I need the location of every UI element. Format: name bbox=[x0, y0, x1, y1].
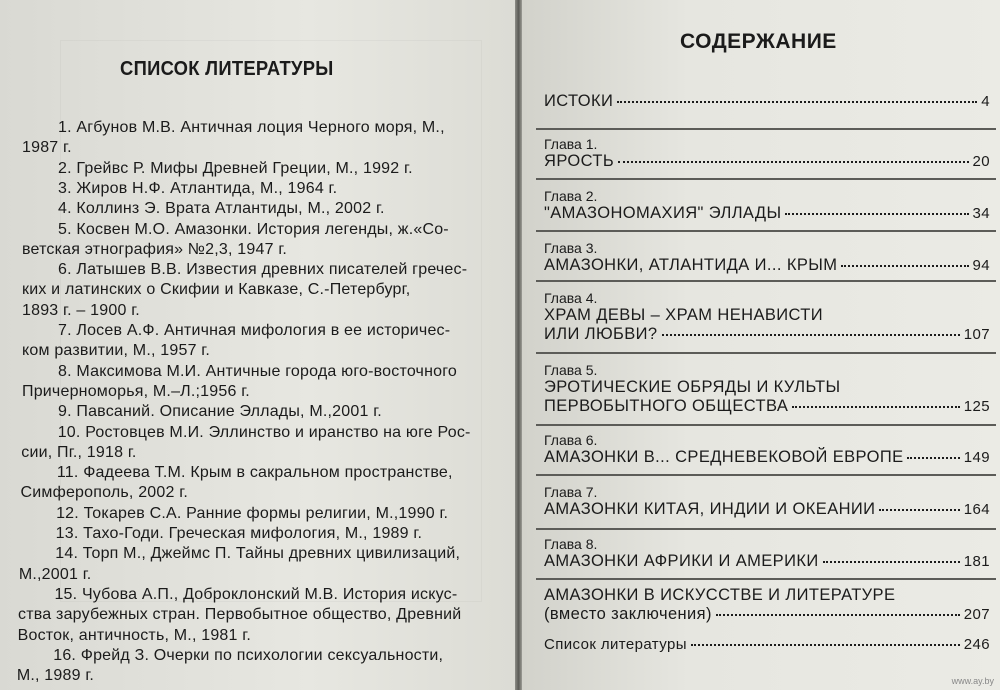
bibliography-item: 11. Фадеева Т.М. Крым в сакральном пространстве, bbox=[56, 464, 453, 482]
bibliography-item-continuation: М., 1989 г. bbox=[16, 667, 95, 685]
toc-entry-title: ЭРОТИЧЕСКИЕ ОБРЯДЫ И КУЛЬТЫ bbox=[544, 378, 841, 396]
toc-chapter-number: Глава 1. bbox=[544, 136, 598, 152]
toc-divider bbox=[536, 578, 996, 580]
bibliography-item-continuation: ких и латинских о Скифии и Кавказе, С.-Петербург, bbox=[22, 281, 411, 299]
book-spine bbox=[515, 0, 522, 690]
bibliography-item-continuation: ветская этнография» №2,3, 1947 г. bbox=[22, 240, 288, 258]
toc-entry bbox=[544, 484, 990, 519]
toc-entry bbox=[544, 92, 990, 111]
bibliography-item: 2. Грейвс Р. Мифы Древней Греции, М., 1992 г. bbox=[58, 159, 413, 177]
bibliography-item: 1. Агбунов М.В. Античная лоция Черного моря, М., bbox=[58, 119, 445, 136]
bibliography-item-continuation: Причерноморья, М.–Л.;1956 г. bbox=[22, 382, 250, 400]
toc-entry bbox=[544, 432, 990, 467]
bibliography-item: 6. Латышев В.В. Известия древних писателей гречес- bbox=[58, 261, 468, 279]
toc-page-number: 107 bbox=[963, 326, 990, 343]
toc-chapter-number: Глава 5. bbox=[544, 362, 598, 378]
toc-divider bbox=[536, 424, 996, 426]
bibliography-item-continuation: Симферополь, 2002 г. bbox=[20, 484, 188, 502]
toc-leader-dots bbox=[716, 614, 960, 616]
bibliography-item: 5. Косвен М.О. Амазонки. История легенды, ж.«Со- bbox=[58, 220, 449, 238]
toc-leader-dots bbox=[792, 406, 959, 408]
toc-leader-dots bbox=[823, 561, 960, 563]
toc-entry-title: АМАЗОНКИ В... СРЕДНЕВЕКОВОЙ ЕВРОПЕ bbox=[544, 448, 904, 466]
bibliography-item-continuation: ства зарубежных стран. Первобытное общество, Древний bbox=[18, 606, 462, 624]
bibliography-item-continuation: сии, Пг., 1918 г. bbox=[21, 443, 137, 461]
toc-chapter-number: Глава 4. bbox=[544, 290, 598, 306]
toc-page-number: 125 bbox=[963, 398, 990, 415]
toc-leader-dots bbox=[691, 644, 960, 646]
toc-page-number: 20 bbox=[972, 153, 990, 170]
toc-leader-dots bbox=[785, 213, 968, 215]
toc-entry-title: ЯРОСТЬ bbox=[544, 152, 615, 170]
toc-page-number: 149 bbox=[963, 449, 990, 466]
toc-page-number: 207 bbox=[963, 606, 990, 623]
bibliography-item: 13. Тахо-Годи. Греческая мифология, М., 1989 г. bbox=[55, 525, 423, 542]
bibliography-item-continuation: Восток, античность, М., 1981 г. bbox=[17, 626, 252, 644]
bibliography-item: 14. Торп М., Джеймс П. Тайны древних цивилизаций, bbox=[55, 545, 461, 563]
toc-page-number: 4 bbox=[981, 93, 990, 110]
toc-entry bbox=[544, 636, 990, 653]
bibliography-item: 7. Лосев А.Ф. Античная мифология в ее историчес- bbox=[58, 322, 451, 339]
bibliography-item: 3. Жиров Н.Ф. Атлантида, М., 1964 г. bbox=[58, 179, 338, 197]
bibliography-item: 9. Павсаний. Описание Эллады, М.,2001 г. bbox=[58, 403, 382, 421]
toc-entry-title: АМАЗОНКИ В ИСКУССТВЕ И ЛИТЕРАТУРЕ bbox=[544, 586, 896, 604]
toc-leader-dots bbox=[617, 101, 977, 103]
toc-divider bbox=[536, 474, 996, 476]
toc-divider bbox=[536, 230, 996, 232]
toc-entry-title: ХРАМ ДЕВЫ – ХРАМ НЕНАВИСТИ bbox=[544, 306, 824, 324]
bibliography-item: 10. Ростовцев М.И. Эллинство и иранство на юге Рос- bbox=[57, 423, 471, 441]
toc-page-number: 164 bbox=[963, 501, 990, 518]
bibliography-item-continuation: 1987 г. bbox=[22, 139, 72, 157]
toc-page-number: 94 bbox=[972, 257, 990, 274]
right-page bbox=[522, 0, 1000, 690]
bibliography-item: 15. Чубова А.П., Доброклонский М.В. История искус- bbox=[54, 585, 458, 603]
bibliography-item: 8. Максимова М.И. Античные города юго-восточного bbox=[58, 362, 458, 380]
toc-entry-title: АМАЗОНКИ, АТЛАНТИДА И... КРЫМ bbox=[544, 256, 838, 274]
bibliography-item-continuation: М.,2001 г. bbox=[18, 565, 92, 583]
toc-entry-title: АМАЗОНКИ АФРИКИ И АМЕРИКИ bbox=[544, 552, 819, 570]
toc-entry-title: ИЛИ ЛЮБВИ? bbox=[544, 325, 658, 343]
bibliography-title: СПИСОК ЛИТЕРАТУРЫ bbox=[120, 58, 334, 80]
toc-page-number: 34 bbox=[972, 205, 990, 222]
toc-entry bbox=[544, 290, 990, 344]
bibliography-item-continuation: ком развитии, М., 1957 г. bbox=[22, 342, 211, 360]
bibliography-item: 4. Коллинз Э. Врата Атлантиды, М., 2002 г. bbox=[58, 200, 385, 218]
watermark: www.ay.by bbox=[951, 676, 994, 686]
toc-chapter-number: Глава 3. bbox=[544, 240, 598, 256]
toc-leader-dots bbox=[907, 457, 959, 459]
toc-entry bbox=[544, 240, 990, 275]
toc-entry bbox=[544, 136, 990, 171]
toc-page-number: 181 bbox=[963, 553, 990, 570]
toc-entry-title: Список литературы bbox=[544, 636, 687, 653]
toc-entry bbox=[544, 586, 990, 624]
toc-divider bbox=[536, 352, 996, 354]
toc-entry-title: АМАЗОНКИ КИТАЯ, ИНДИИ И ОКЕАНИИ bbox=[544, 500, 876, 518]
toc-leader-dots bbox=[879, 509, 959, 511]
toc-entry-title: "АМАЗОНОМАХИЯ" ЭЛЛАДЫ bbox=[544, 204, 782, 222]
bibliography-item: 16. Фрейд З. Очерки по психологии сексуальности, bbox=[53, 646, 444, 664]
toc-divider bbox=[536, 280, 996, 282]
toc-chapter-number: Глава 6. bbox=[544, 432, 598, 448]
toc-entry bbox=[544, 188, 990, 223]
toc-chapter-number: Глава 7. bbox=[544, 484, 598, 500]
toc-page-number: 246 bbox=[963, 636, 990, 653]
toc-chapter-number: Глава 2. bbox=[544, 188, 598, 204]
bibliography-item: 12. Токарев С.А. Ранние формы религии, М.,1990 г. bbox=[56, 504, 449, 522]
toc-entry-title: ПЕРВОБЫТНОГО ОБЩЕСТВА bbox=[544, 397, 789, 415]
bibliography-item-continuation: 1893 г. – 1900 г. bbox=[22, 301, 140, 319]
toc-divider bbox=[536, 128, 996, 130]
toc-leader-dots bbox=[618, 161, 968, 163]
toc-entry-title: (вместо заключения) bbox=[544, 605, 712, 623]
toc-entry bbox=[544, 536, 990, 571]
toc-entry bbox=[544, 362, 990, 416]
toc-entry-title: ИСТОКИ bbox=[544, 92, 614, 110]
toc-leader-dots bbox=[841, 265, 968, 267]
toc-chapter-number: Глава 8. bbox=[544, 536, 598, 552]
toc-divider bbox=[536, 178, 996, 180]
toc-leader-dots bbox=[662, 334, 960, 336]
toc-divider bbox=[536, 528, 996, 530]
contents-title: СОДЕРЖАНИЕ bbox=[680, 30, 837, 53]
